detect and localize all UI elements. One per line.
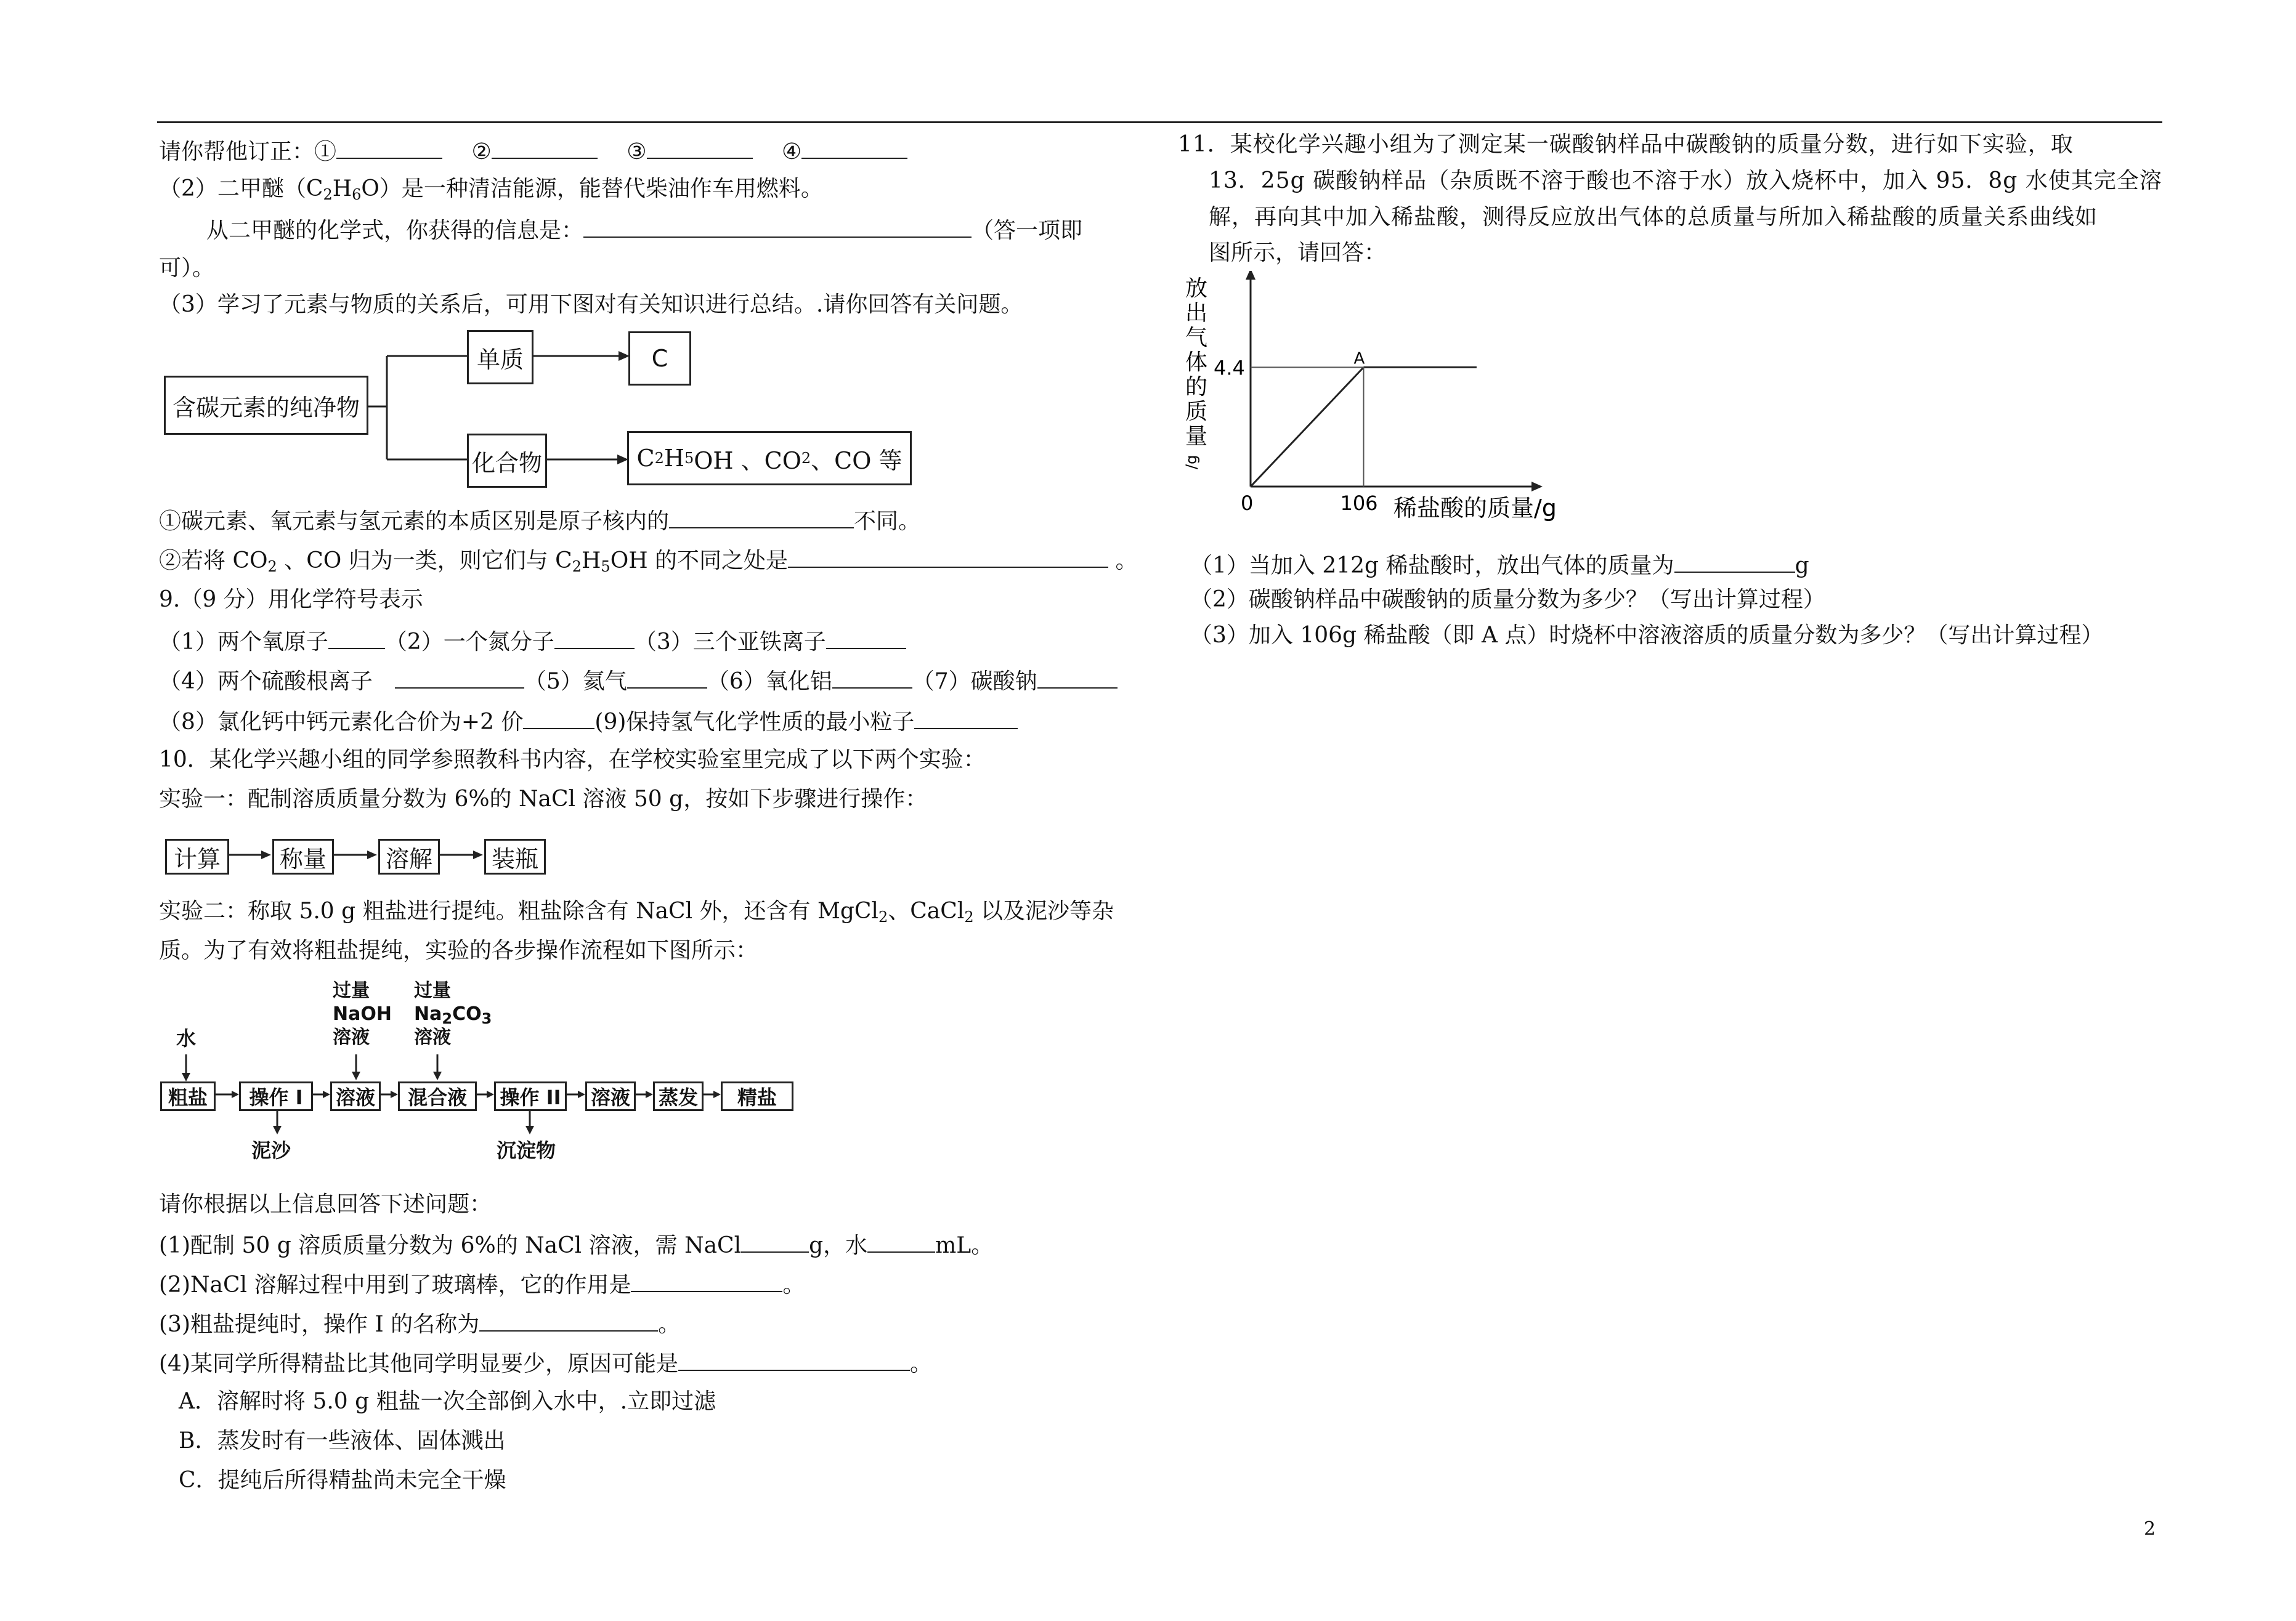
flow-na2co3-label: 过量 $Na_2CO_3$ 溶液: [414, 980, 492, 1048]
flow-sand-label: 泥沙: [251, 1139, 291, 1162]
q10-option-a: A．溶解时将 5.0 g 粗盐一次全部倒入水中，.立即过滤: [179, 1389, 716, 1414]
step-calculate: 计算: [165, 839, 229, 875]
q9-title: 9.（9 分）用化学符号表示: [159, 587, 423, 612]
element-example-box: C: [628, 331, 691, 386]
y-axis-label-char: 量: [1185, 424, 1208, 449]
page-number: 2: [2144, 1518, 2156, 1540]
compound-example-box: C 2 H 5 OH 、CO 2 、CO 等: [627, 431, 912, 485]
pure-carbon-substance-box: 含碳元素的纯净物: [164, 376, 368, 435]
x-axis-arrow: [1531, 482, 1543, 491]
element-box: 单质: [467, 330, 533, 384]
y-tick-label: 4.4: [1214, 356, 1245, 380]
q9-blank-7[interactable]: [1037, 666, 1118, 689]
flow-naoh-label: 过量 NaOH 溶液: [333, 980, 392, 1048]
flow-evaporate: 蒸发: [653, 1081, 704, 1111]
q10-option-c: C．提纯后所得精盐尚未完全干燥: [179, 1468, 506, 1493]
q10-p3: (3)粗盐提纯时，操作 I 的名称为 。: [159, 1309, 680, 1338]
q9-row3: （8）氯化钙中钙元素化合价为+2 价 (9)保持氢气化学性质的最小粒子: [159, 707, 1018, 736]
correction-line: 请你帮他订正：① ② ③ ④: [159, 137, 907, 166]
reason-blank[interactable]: [678, 1349, 910, 1371]
gas-mass-chart: [1158, 271, 1626, 530]
series-segment: [1251, 367, 1363, 487]
q11-answer-2: （2）碳酸钠样品中碳酸钠的质量分数为多少？（写出计算过程）: [1190, 587, 1825, 612]
flow-fine-salt: 精盐: [721, 1081, 793, 1111]
q8-3-sub2: ②若将 $CO_2$ 、CO 归为一类，则它们与 $C_2H_5OH$ 的不同之处是 。: [159, 546, 1138, 575]
x-tick-label: 106: [1340, 491, 1378, 515]
q10-p1: (1)配制 50 g 溶质质量分数为 6%的 NaCl 溶液，需 NaCl g，水 mL。: [159, 1231, 993, 1259]
q8-3-line1: （3）学习了元素与物质的关系后，可用下图对有关知识进行总结。.请你回答有关问题。: [159, 292, 1023, 317]
q8-2-line3: 可）。: [159, 256, 215, 281]
glass-rod-blank[interactable]: [631, 1270, 782, 1292]
flow-precipitate-label: 沉淀物: [497, 1139, 556, 1162]
step-weigh: 称量: [272, 839, 334, 875]
y-axis-label-unit: /g: [1183, 455, 1200, 469]
y-axis-label-char: 体: [1185, 350, 1208, 375]
q9-row1: （1）两个氧原子 （2）一个氮分子 （3）三个亚铁离子: [159, 627, 906, 656]
y-axis-label-char: 的: [1185, 374, 1208, 400]
step-dissolve: 溶解: [378, 839, 440, 875]
operation-name-blank[interactable]: [479, 1309, 658, 1332]
q10-ask: 请你根据以上信息回答下述问题：: [159, 1192, 492, 1217]
gas-mass-blank[interactable]: [1674, 551, 1795, 573]
q11-line4: 图所示，请回答：: [1209, 240, 1387, 265]
q9-blank-9[interactable]: [914, 707, 1018, 729]
q10-title: 10．某化学兴趣小组的同学参照教科书内容，在学校实验室里完成了以下两个实验：: [159, 747, 986, 772]
y-axis-label: [1183, 276, 1207, 469]
water-volume-blank[interactable]: [867, 1231, 935, 1253]
flow-solution-1: 溶液: [330, 1081, 381, 1111]
nacl-mass-blank[interactable]: [741, 1231, 809, 1253]
q8-2-line1: （2）二甲醚$(C_2H_6O)$是一种清洁能源，能替代柴油作车用燃料。: [159, 176, 823, 203]
compound-box: 化合物: [467, 434, 547, 488]
q11-line1: 11．某校化学兴趣小组为了测定某一碳酸钠样品中碳酸钠的质量分数，进行如下实验，取: [1178, 132, 2074, 157]
q8-3-sub1: ①碳元素、氧元素与氢元素的本质区别是原子核内的 不同。: [159, 506, 920, 535]
q11-line3: 解，再向其中加入稀盐酸，测得反应放出气体的总质量与所加入稀盐酸的质量关系曲线如: [1209, 204, 2098, 230]
y-axis-label-char: 出: [1185, 301, 1208, 326]
q10-p2: (2)NaCl 溶解过程中用到了玻璃棒，它的作用是 。: [159, 1270, 805, 1299]
y-axis-label-char: 气: [1185, 325, 1208, 350]
y-axis-label-char: 放: [1185, 276, 1208, 301]
q8-2-line2: 从二甲醚的化学式，你获得的信息是： （答一项即: [206, 216, 1082, 245]
q11-answer-3: （3）加入 106g 稀盐酸（即 A 点）时烧杯中溶液溶质的质量分数为多少？（写出计算过程）: [1190, 623, 2104, 648]
q11-answer-1: （1）当加入 212g 稀盐酸时，放出气体的质量为 g: [1190, 551, 1809, 580]
flow-operation-1: 操作 I: [239, 1081, 313, 1111]
flow-solution-2: 溶液: [585, 1081, 636, 1111]
flow-crude-salt: 粗盐: [160, 1081, 216, 1111]
q10-exp1: 实验一：配制溶质质量分数为 6%的 NaCl 溶液 50 g，按如下步骤进行操作：: [159, 786, 928, 812]
q10-p4: (4)某同学所得精盐比其他同学明显要少，原因可能是 。: [159, 1349, 932, 1378]
point-a-label: A: [1353, 349, 1365, 368]
x-axis-label: 稀盐酸的质量/g: [1393, 495, 1557, 522]
q10-option-b: B．蒸发时有一些液体、固体溅出: [179, 1428, 506, 1453]
q10-exp2-line1: 实验二：称取 5.0 g 粗盐进行提纯。粗盐除含有 NaCl 外，还含有 MgCl$_2$、CaCl$_2$ 以及泥沙等杂: [159, 899, 1114, 926]
y-axis-label-char: 质: [1185, 399, 1208, 424]
flow-water-label: 水: [176, 1027, 197, 1050]
flow-operation-2: 操作 II: [494, 1081, 567, 1111]
step-bottle: 装瓶: [484, 839, 546, 875]
origin-label: 0: [1241, 491, 1254, 515]
q11-line2: 13．25g 碳酸钠样品（杂质既不溶于酸也不溶于水）放入烧杯中，加入 95．8g 水使其完全溶: [1209, 168, 2162, 193]
q10-exp2-line2: 质。为了有效将粗盐提纯，实验的各步操作流程如下图所示：: [159, 938, 758, 963]
y-axis-arrow: [1246, 271, 1255, 280]
q9-row2: （4）两个硫酸根离子 （5）氦气 （6）氧化铝 （7）碳酸钠: [159, 666, 1118, 695]
flow-mixture: 混合液: [398, 1081, 477, 1111]
